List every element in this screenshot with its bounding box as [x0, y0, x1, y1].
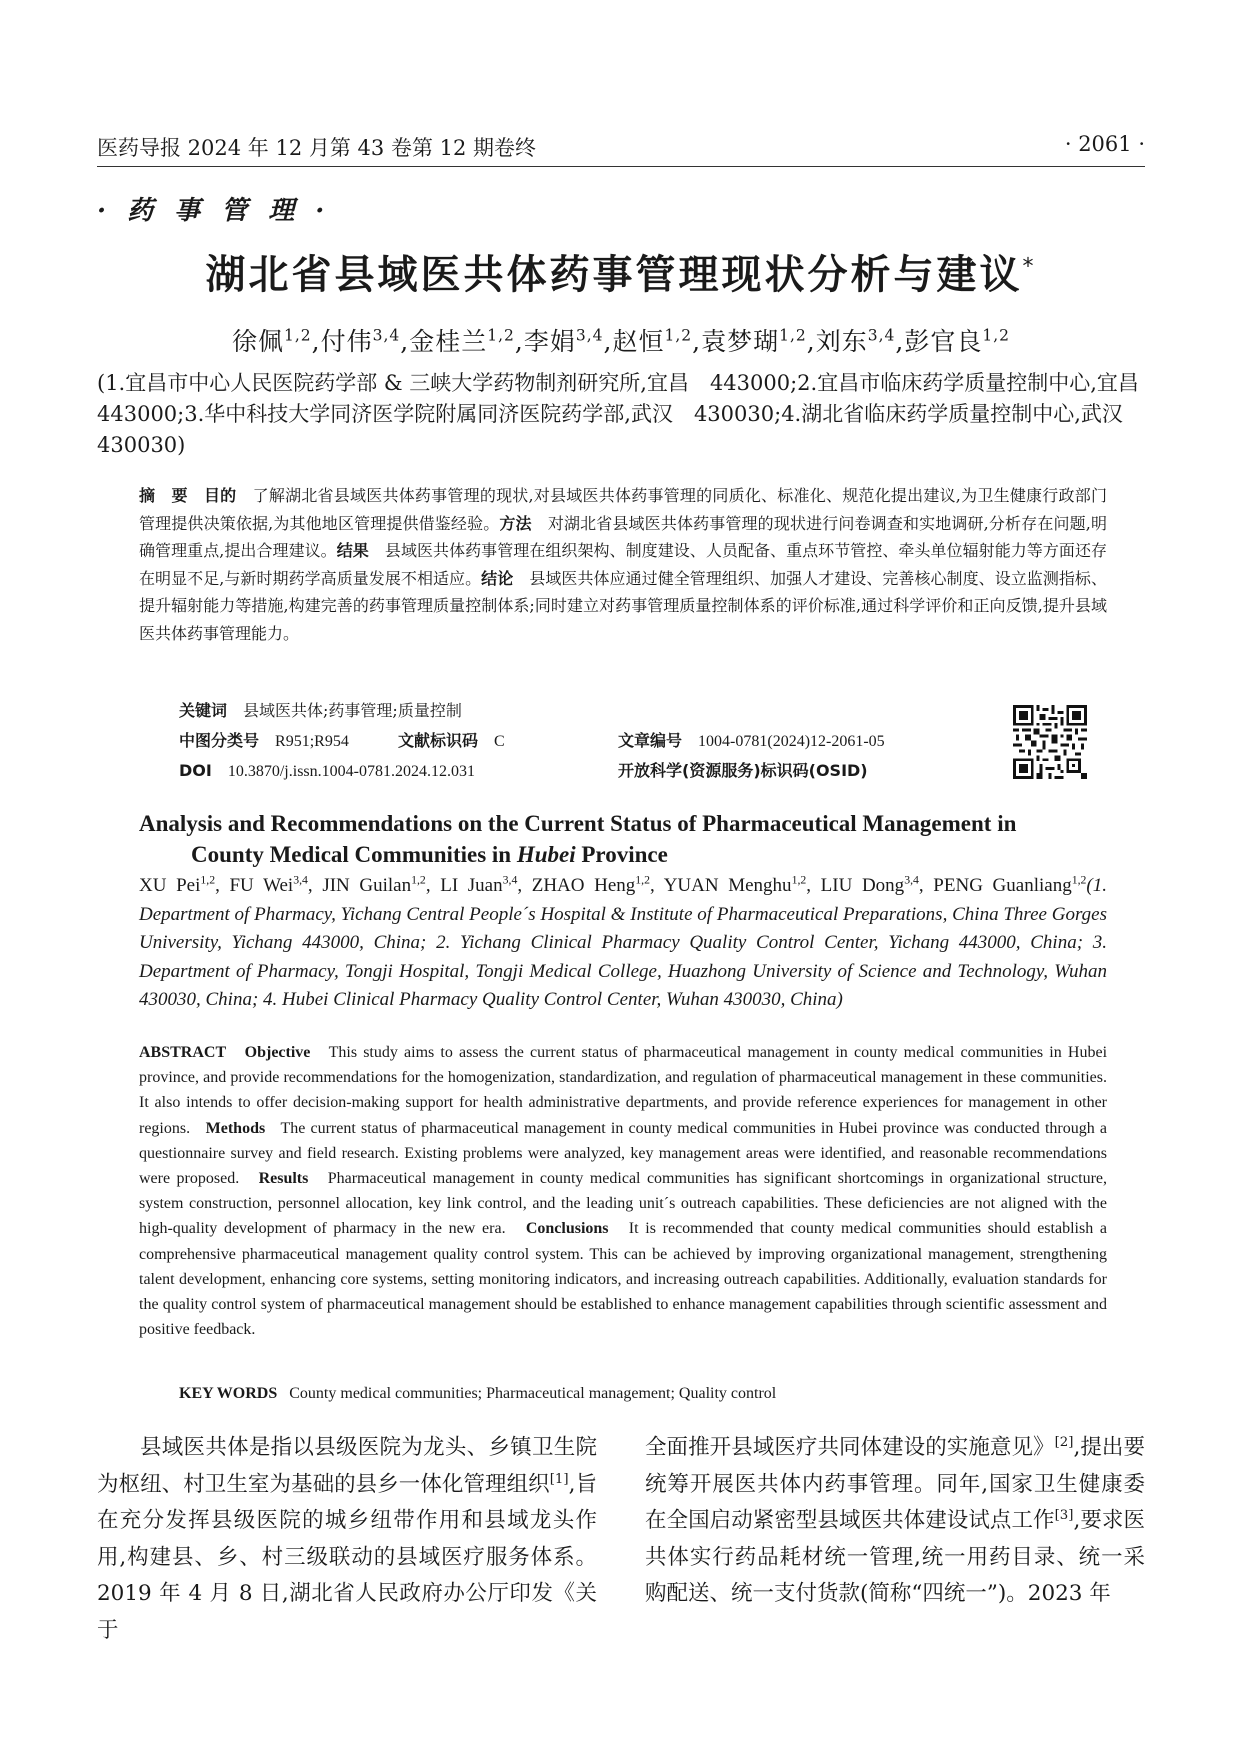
- page-number: · 2061 ·: [1064, 132, 1145, 156]
- body-column-right: 全面推开县域医疗共同体建设的实施意见》[2],提出要统筹开展医共体内药事管理。同年,国家卫生健康委在全国启动紧密型县域医共体建设试点工作[3],要求医共体实行药品耗材统一管理,统一用药目录、统一采购配送、统一支付货款(简称“四统一”)。2023 年: [645, 1434, 1145, 1606]
- results-text: 县域医共体药事管理在组织架构、制度建设、人员配备、重点环节管控、牵头单位辐射能力等方面还存在明显不足,与新时期药学高质量发展不相适应。: [139, 541, 1107, 588]
- title-text: 湖北省县域医共体药事管理现状分析与建议: [205, 252, 1023, 298]
- author: 金桂兰$^{1,2}$: [409, 326, 515, 356]
- author: 刘东$^{3,4}$: [815, 326, 896, 356]
- author-list-cn: 徐佩$^{1,2}$,付伟$^{3,4}$,金桂兰$^{1,2}$,李娟$^{3,4}$,赵恒$^{1,2}$,袁梦瑚$^{1,2}$,刘东$^{3,4}$,彭官良$^{1,2}$: [231, 326, 1011, 356]
- affiliations-en: (1. Department of Pharmacy, Yichang Central People´s Hospital & Institute of Pharmaceutical Preparations, China Three Gorges University, Yichang 443000, China; 2. Yichang Clinical Pharmacy Quality Control Center, Yichang 443000, China; 3. Department of Pharmacy, Tongji Hospital, Tongji Medical College, Huazhong University of Science and Technology, Wuhan 430030, China; 4. Hubei Clinical Pharmacy Quality Control Center, Wuhan 430030, China): [139, 875, 1107, 1010]
- article-title-en: [139, 808, 1107, 870]
- objective-label: 目的: [203, 486, 237, 505]
- title-line-1: Analysis and Recommendations on the Current Status of Pharmaceutical Management in: [139, 811, 1017, 836]
- keywords-label-en: KEY WORDS: [179, 1385, 278, 1402]
- methods-label: 方法: [499, 513, 532, 533]
- keywords-text: 县域医共体;药事管理;质量控制: [243, 701, 462, 720]
- methods-text: 对湖北省县域医共体药事管理的现状进行问卷调查和实地调研,分析存在问题,明确管理重点,提出合理建议。: [139, 513, 1107, 560]
- author: 彭官良$^{1,2}$: [904, 326, 1011, 356]
- author-list-en: XU Pei$^{1,2}$, FU Wei$^{3,4}$, JIN Guilan$^{1,2}$, LI Juan$^{3,4}$, ZHAO Heng$^{1,2}$, YUAN Menghu$^{1,2}$, LIU Dong$^{3,4}$, PENG Guanliang$^{1,2}$(1. Department of Pharmacy, Yichang Central People´s Hospital & Institute of Pharmaceutical Preparations, China Three Gorges University, Yichang 443000, China; 2. Yichang Clinical Pharmacy Quality Control Center, Yichang 443000, China; 3. Department of Pharmacy, Tongji Hospital, Tongji Medical College, Huazhong University of Science and Technology, Wuhan 430030, China; 4. Hubei Clinical Pharmacy Quality Control Center, Wuhan 430030, China): [139, 873, 1107, 1010]
- abstract-en: [139, 1040, 1107, 1342]
- abstract-cn: [139, 482, 1107, 647]
- keywords-en: [179, 1385, 776, 1403]
- header-divider: [97, 166, 1145, 167]
- objective-text-en: This study aims to assess the current status of pharmaceutical management in county medical communities in Hubei province, and provide recommendations for the homogenization, standardization, and regulation of pharmaceutical management in these communities. It also intends to offer decision-making support for health administrative departments, and provide reference experiences for management in other regions.: [139, 1044, 1108, 1137]
- running-header: [97, 132, 1145, 162]
- document-code: 文献标识码 C: [398, 731, 505, 750]
- classification-code: 中图分类号 R951;R954: [179, 731, 349, 750]
- author: 付伟$^{3,4}$: [320, 326, 401, 356]
- body-column-left: 县域医共体是指以县级医院为龙头、乡镇卫生院为枢纽、村卫生室为基础的县乡一体化管理组织[1],旨在充分发挥县级医院的城乡纽带作用和县域龙头作用,构建县、乡、村三级联动的县域医疗服务体系。2019 年 4 月 8 日,湖北省人民政府办公厅印发《关于: [97, 1435, 597, 1643]
- keywords-cn: [179, 698, 462, 721]
- author: 李娟$^{3,4}$: [523, 326, 604, 356]
- citation-link[interactable]: [2]: [1054, 1434, 1074, 1450]
- title-footnote-mark: *: [1022, 254, 1037, 280]
- journal-issue: 医药导报 2024 年 12 月第 43 卷第 12 期卷终: [97, 136, 537, 160]
- citation-link[interactable]: [1]: [549, 1471, 569, 1487]
- methods-text-en: The current status of pharmaceutical management in county medical communities in Hubei province was conducted through a questionnaire survey and field research. Existing problems were analyzed, key management areas were identified, and reasonable recommendations were proposed.: [139, 1119, 1108, 1188]
- article-title-cn: [97, 243, 1145, 300]
- title-line-2: County Medical Communities in Hubei Province: [191, 842, 668, 867]
- conclusions-label-en: Conclusions: [525, 1220, 609, 1238]
- abstract-label-en: ABSTRACT: [139, 1044, 227, 1061]
- section-label: · 药 事 管 理 ·: [97, 196, 331, 226]
- keywords-label: 关键词: [179, 701, 228, 720]
- objective-label-en: Objective: [244, 1044, 311, 1061]
- conclusions-text-en: It is recommended that county medical communities should establish a comprehensive pharmaceutical management quality control system. This can be achieved by improving organizational management, strengthening talent development, enhancing core systems, setting monitoring indicators, and increasing outreach capabilities. Additionally, evaluation standards for the quality control system of pharmaceutical management should be established to enhance management capabilities through scientific assessment and positive feedback.: [139, 1220, 1108, 1339]
- article-number: 文章编号 1004-0781(2024)12-2061-05: [618, 731, 885, 750]
- osid-label: 开放科学(资源服务)标识码(OSID): [618, 761, 868, 780]
- author: 袁梦瑚$^{1,2}$: [701, 326, 807, 356]
- osid-qr-code[interactable]: [1013, 705, 1087, 779]
- doi-link[interactable]: 10.3870/j.issn.1004-0781.2024.12.031: [227, 763, 475, 780]
- author: 赵恒$^{1,2}$: [612, 326, 693, 356]
- affiliations-cn: (1.宜昌市中心人民医院药学部 & 三峡大学药物制剂研究所,宜昌 443000;2.宜昌市临床药学质量控制中心,宜昌 443000;3.华中科技大学同济医学院附属同济医院药学部,武汉 430030;4.湖北省临床药学质量控制中心,武汉 430030): [97, 371, 1160, 457]
- conclusions-text: 县域医共体应通过健全管理组织、加强人才建设、完善核心制度、设立监测指标、提升辐射能力等措施,构建完善的药事管理质量控制体系;同时建立对药事管理质量控制体系的评价标准,通过科学评价和正向反馈,提升县域医共体药事管理能力。: [139, 568, 1107, 643]
- methods-label-en: Methods: [205, 1119, 266, 1137]
- results-label-en: Results: [258, 1170, 309, 1188]
- citation-link[interactable]: [3]: [1054, 1507, 1074, 1523]
- results-label: 结果: [336, 541, 369, 560]
- conclusions-label: 结论: [481, 568, 514, 588]
- objective-text: 了解湖北省县域医共体药事管理的现状,对县域医共体药事管理的同质化、标准化、规范化提出建议,为卫生健康行政部门管理提供决策依据,为其他地区管理提供借鉴经验。: [139, 486, 1107, 533]
- results-text-en: Pharmaceutical management in county medical communities has significant shortcomings in organizational structure, system construction, personnel allocation, key link control, and the leading unit´s outreach capabilities. These deficiencies are not aligned with the high-quality development of pharmacy in the new era.: [139, 1170, 1108, 1238]
- keywords-text-en: County medical communities; Pharmaceutical management; Quality control: [289, 1385, 777, 1402]
- author: 徐佩$^{1,2}$: [231, 326, 312, 356]
- doi: DOI 10.3870/j.issn.1004-0781.2024.12.031: [179, 761, 475, 780]
- abstract-label: 摘 要: [139, 486, 188, 505]
